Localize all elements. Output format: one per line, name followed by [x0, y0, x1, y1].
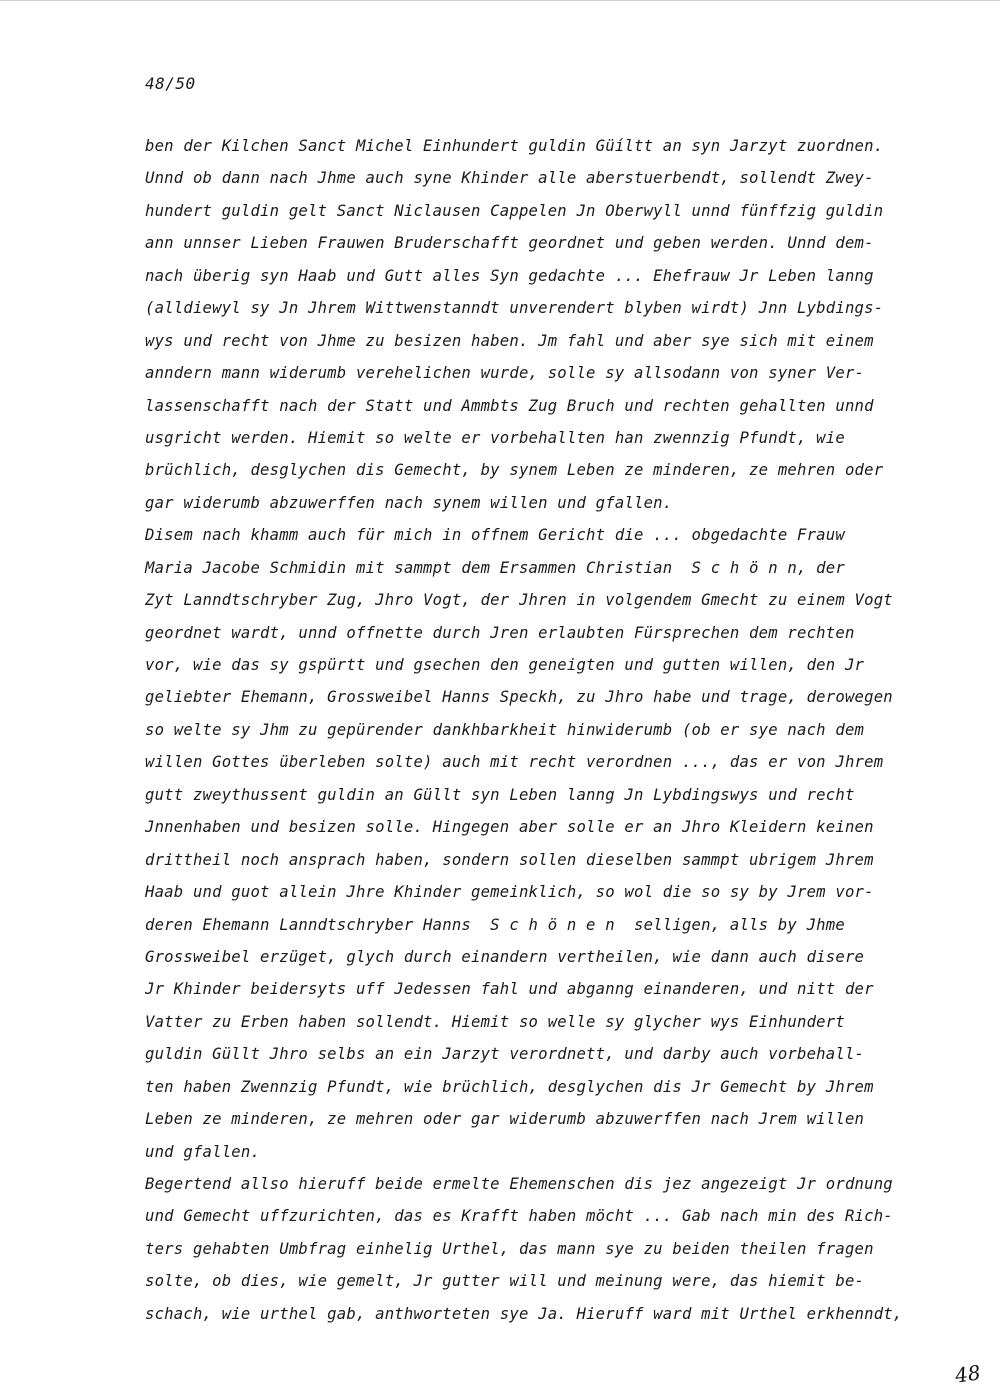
text-line: nach überig syn Haab und Gutt alles Syn gedachte ... Ehefrauw Jr Leben lanng [145, 266, 874, 285]
text-line: solte, ob dies, wie gemelt, Jr gutter will und meinung were, das hiemit be- [145, 1272, 865, 1291]
page-number: 48/50 [145, 74, 196, 93]
text-line: geordnet wardt, unnd offnette durch Jren erlaubten Fürsprechen dem rechten [145, 623, 855, 642]
text-line: ben der Kilchen Sanct Michel Einhundert guldin Güíltt an syn Jarzyt zuordnen. [145, 137, 884, 155]
text-line: Jr Khinder beidersyts uff Jedessen fahl und abganng einanderen, und nitt der [145, 980, 874, 999]
text-line: Grossweibel erzüget, glych durch einandern vertheilen, wie dann auch disere [145, 947, 865, 966]
text-line: ters gehabten Umbfrag einhelig Urthel, das mann sye zu beiden theilen fragen [145, 1239, 874, 1258]
text-line: Unnd ob dann nach Jhme auch syne Khinder alle aberstuerbendt, sollendt Zwey- [145, 169, 874, 188]
text-line: vor, wie das sy gspürtt und gsechen den geneigten und gutten willen, den Jr [145, 656, 865, 674]
text-line: ann unnser Lieben Frauwen Bruderschafft geordnet und geben werden. Unnd dem- [145, 234, 874, 253]
text-line: und gfallen. [145, 1142, 261, 1161]
text-line: geliebter Ehemann, Grossweibel Hanns Speckh, zu Jhro habe und trage, derowegen [145, 688, 893, 707]
text-line: Jnnenhaben und besizen solle. Hingegen aber solle er an Jhro Kleidern keinen [145, 818, 874, 837]
text-line: willen Gottes überleben solte) auch mit recht verordnen ..., das er von Jhrem [145, 753, 884, 772]
text-line: Leben ze minderen, ze mehren oder gar widerumb abzuwerffen nach Jrem willen [145, 1110, 865, 1129]
transcription-body [145, 130, 945, 1330]
text-line: drittheil noch ansprach haben, sondern sollen dieselben sammpt ubrigem Jhrem [145, 850, 874, 869]
scan-top-edge [0, 0, 1000, 1]
text-line: deren Ehemann Lanndtschryber Hanns S c h ö n e n selligen, alls by Jhme [145, 915, 845, 934]
text-line: Vatter zu Erben haben sollendt. Hiemit so welle sy glycher wys Einhundert [145, 1012, 845, 1031]
text-line: guldin Güllt Jhro selbs an ein Jarzyt verordnett, und darby auch vorbehall- [145, 1045, 865, 1064]
text-line: gutt zweythussent guldin an Güllt syn Leben lanng Jn Lybdingswys und recht [145, 785, 855, 804]
text-line: so welte sy Jhm zu gepürender dankhbarkheit hinwiderumb (ob er sye nach dem [145, 720, 865, 739]
text-line: Begertend allso hieruff beide ermelte Ehemenschen dis jez angezeigt Jr ordnung [145, 1175, 893, 1193]
text-line: Zyt Lanndtschryber Zug, Jhro Vogt, der Jhren in volgendem Gmecht zu einem Vogt [145, 591, 893, 610]
text-line: Maria Jacobe Schmidin mit sammpt dem Ersammen Christian S c h ö n n, der [145, 558, 845, 577]
text-line: schach, wie urthel gab, anthworteten sye Ja. Hieruff ward mit Urthel erkhenndt, [145, 1304, 903, 1323]
text-line: usgricht werden. Hiemit so welte er vorbehallten han zwennzig Pfundt, wie [145, 428, 845, 447]
text-line: und Gemecht uffzurichten, das es Krafft haben möcht ... Gab nach min des Rich- [145, 1207, 893, 1226]
text-line: (alldiewyl sy Jn Jhrem Wittwenstanndt unverendert blyben wirdt) Jnn Lybdings- [145, 299, 884, 318]
text-line: Disem nach khamm auch für mich in offnem Gericht die ... obgedachte Frauw [145, 526, 845, 545]
text-line: hundert guldin gelt Sanct Niclausen Cappelen Jn Oberwyll unnd fünffzig guldin [145, 201, 884, 220]
text-line: wys und recht von Jhme zu besizen haben. Jm fahl und aber sye sich mit einem [145, 331, 874, 350]
text-line: ten haben Zwennzig Pfundt, wie brüchlich, desglychen dis Jr Gemecht by Jhrem [145, 1077, 874, 1096]
text-line: brüchlich, desglychen dis Gemecht, by synem Leben ze minderen, ze mehren oder [145, 461, 884, 480]
text-line: gar widerumb abzuwerffen nach synem willen und gfallen. [145, 493, 673, 512]
text-line: lassenschafft nach der Statt und Ammbts Zug Bruch und rechten gehallten unnd [145, 396, 874, 415]
text-line: anndern mann widerumb verehelichen wurde, solle sy allsodann von syner Ver- [145, 364, 865, 383]
text-line: Haab und guot allein Jhre Khinder gemeinklich, so wol die so sy by Jrem vor- [145, 883, 874, 902]
handwritten-page-mark: 48 [953, 1360, 982, 1388]
